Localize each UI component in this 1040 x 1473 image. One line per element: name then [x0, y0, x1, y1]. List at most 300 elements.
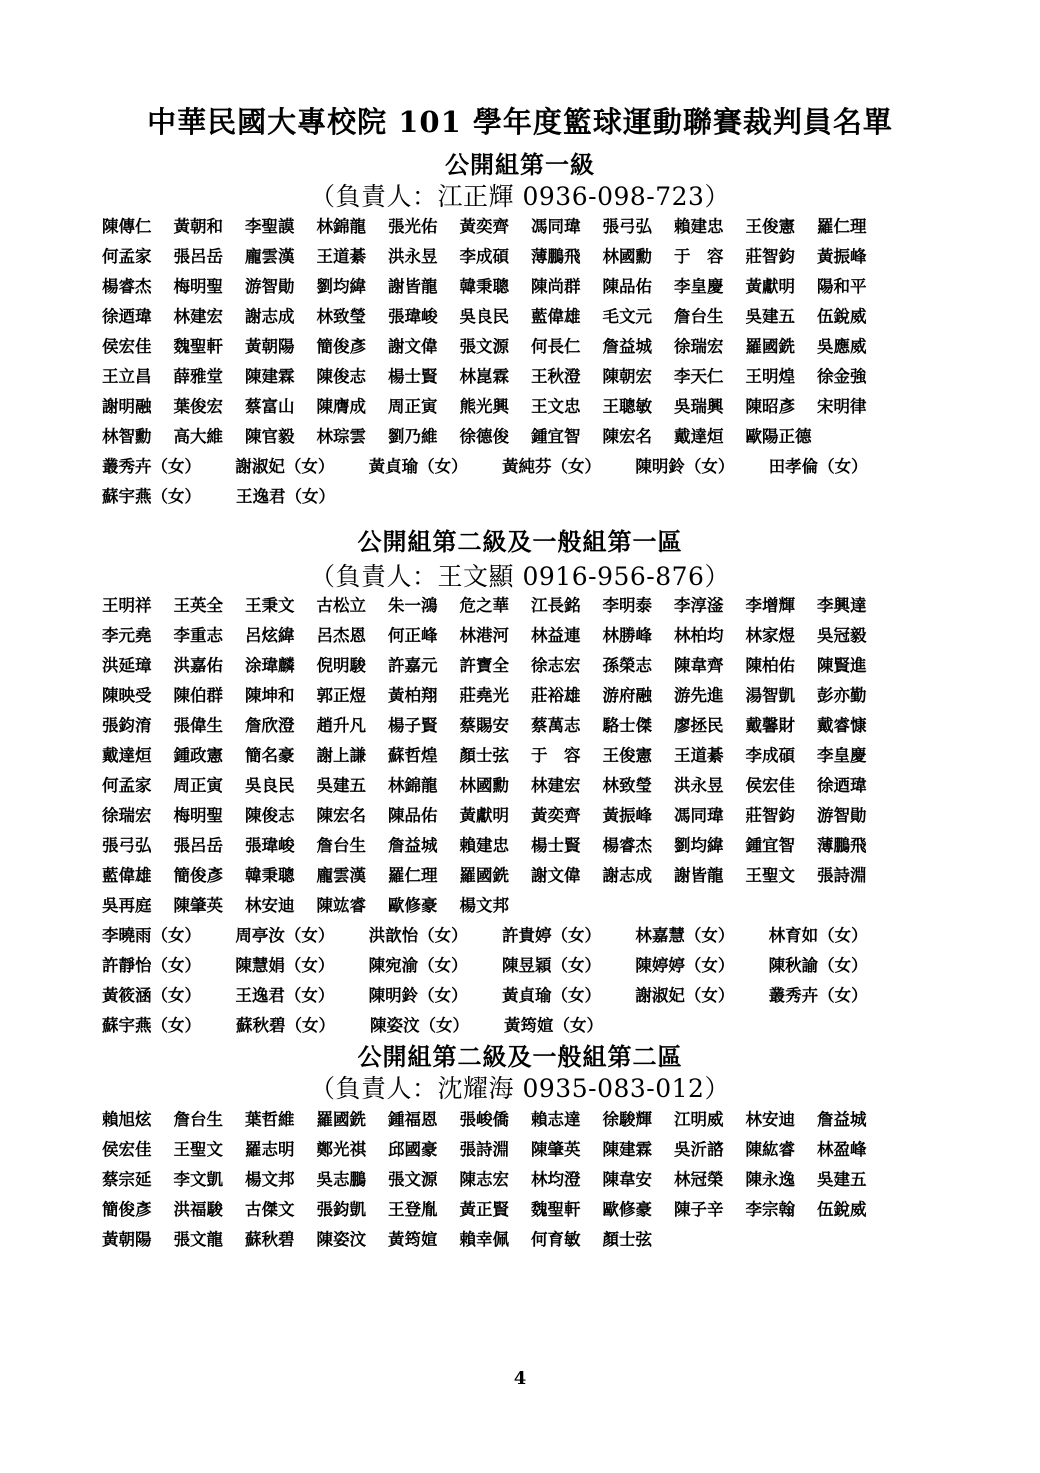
referee-name: 歐陽正德: [745, 427, 812, 446]
referee-name: 林勝峰: [602, 626, 652, 645]
referee-name: 戴達烜: [674, 427, 724, 446]
female-referee-name: 黃筱涵（女）: [102, 986, 201, 1005]
referee-name: 劉均緯: [674, 836, 724, 855]
referee-name: 蔡萬志: [531, 716, 581, 735]
section-1-manager: （負責人：江正輝 0936-098-723）: [310, 182, 730, 211]
referee-name: 游智勛: [817, 806, 867, 825]
female-referee-name: 陳姿汶（女）: [370, 1016, 469, 1035]
referee-name: 簡俊彥: [102, 1200, 152, 1219]
referee-name: 陳永逸: [745, 1170, 795, 1189]
referee-name: 熊光興: [459, 397, 509, 416]
female-referee-name: 叢秀卉（女）: [768, 986, 868, 1005]
name-row: [102, 272, 902, 302]
female-referee-name: 王逸君（女）: [235, 986, 335, 1005]
referee-name: 呂杰恩: [316, 626, 366, 645]
referee-name: 謝文偉: [531, 866, 581, 885]
referee-name: 侯宏佳: [102, 1140, 152, 1159]
name-row: [102, 422, 902, 452]
name-row: [102, 212, 902, 242]
referee-name: 楊睿杰: [102, 277, 152, 296]
referee-name: 陳肇英: [531, 1140, 581, 1159]
referee-name: 楊文邦: [245, 1170, 295, 1189]
female-referee-name: 叢秀卉（女）: [102, 457, 201, 476]
referee-name: 詹台生: [674, 307, 724, 326]
female-referee-name: 黃筠媗（女）: [504, 1016, 603, 1035]
referee-name: 李淳滏: [674, 596, 724, 615]
referee-name: 詹欣澄: [245, 716, 295, 735]
referee-name: 張峻僑: [459, 1110, 509, 1129]
referee-name: 黃朝和: [173, 217, 223, 236]
referee-name: 趙升凡: [316, 716, 366, 735]
referee-name: 詹益城: [817, 1110, 867, 1129]
referee-name: 李天仁: [674, 367, 724, 386]
name-row: [102, 861, 902, 891]
name-row: [102, 681, 902, 711]
referee-name: 彭亦勤: [817, 686, 867, 705]
referee-name: 林家煜: [745, 626, 795, 645]
referee-name: 李明泰: [602, 596, 652, 615]
referee-name: 于 容: [674, 247, 724, 266]
female-referee-name: 陳宛渝（女）: [368, 956, 468, 975]
referee-name: 伍銳威: [817, 307, 867, 326]
referee-name: 陳伯群: [173, 686, 223, 705]
referee-name: 陳膺成: [316, 397, 366, 416]
referee-name: 林建宏: [531, 776, 581, 795]
referee-name: 徐瑞宏: [674, 337, 724, 356]
referee-name: 賴志達: [531, 1110, 581, 1129]
referee-name: 陳尚群: [531, 277, 581, 296]
referee-name: 吳再庭: [102, 896, 152, 915]
referee-name: 謝志成: [245, 307, 295, 326]
referee-name: 楊士賢: [388, 367, 438, 386]
referee-name: 周正寅: [388, 397, 438, 416]
referee-name: 孫榮志: [602, 656, 652, 675]
referee-name: 洪嘉佑: [173, 656, 223, 675]
name-row: [102, 362, 902, 392]
female-name-row: [102, 452, 902, 482]
referee-name: 林琮雲: [316, 427, 366, 446]
referee-name: 林國勳: [602, 247, 652, 266]
female-referee-name: 田孝倫（女）: [768, 457, 868, 476]
referee-name: 徐金強: [817, 367, 867, 386]
female-referee-name: 陳慧娟（女）: [235, 956, 335, 975]
referee-name: 莊智鈞: [745, 247, 795, 266]
referee-name: 游智勛: [245, 277, 295, 296]
referee-name: 賴幸佩: [459, 1230, 509, 1249]
referee-name: 鍾宜智: [745, 836, 795, 855]
referee-name: 王聰敏: [602, 397, 652, 416]
referee-name: 李成碩: [459, 247, 509, 266]
referee-name: 林港河: [459, 626, 509, 645]
referee-name: 顏士弦: [602, 1230, 652, 1249]
referee-name: 吳建五: [316, 776, 366, 795]
document-title: 中華民國大專校院 101 學年度籃球運動聯賽裁判員名單: [147, 105, 893, 139]
referee-name: 王英全: [173, 596, 223, 615]
referee-name: 梅明聖: [173, 806, 223, 825]
referee-name: 陳志宏: [459, 1170, 509, 1189]
female-referee-name: 陳婷婷（女）: [635, 956, 735, 975]
referee-name: 高大維: [173, 427, 223, 446]
referee-name: 何育敏: [531, 1230, 581, 1249]
referee-name: 陳肇英: [173, 896, 223, 915]
referee-name: 林致瑩: [316, 307, 366, 326]
referee-name: 陳俊志: [316, 367, 366, 386]
referee-name: 陳柏佑: [745, 656, 795, 675]
referee-name: 謝明融: [102, 397, 152, 416]
referee-name: 伍銳威: [817, 1200, 867, 1219]
referee-name: 鍾福恩: [388, 1110, 438, 1129]
referee-name: 廖拯民: [674, 716, 724, 735]
referee-name: 王文忠: [531, 397, 581, 416]
referee-name: 王俊憲: [602, 746, 652, 765]
referee-name: 羅國銑: [459, 866, 509, 885]
referee-name: 馮同瑋: [674, 806, 724, 825]
referee-name: 謝志成: [602, 866, 652, 885]
referee-name: 陳竑睿: [316, 896, 366, 915]
female-referee-name: 林育如（女）: [768, 926, 868, 945]
referee-name: 林崑霖: [459, 367, 509, 386]
referee-name: 李元堯: [102, 626, 152, 645]
referee-name: 楊士賢: [531, 836, 581, 855]
referee-name: 葉哲維: [245, 1110, 295, 1129]
female-referee-name: 陳明鈴（女）: [635, 457, 735, 476]
referee-name: 林盈峰: [817, 1140, 867, 1159]
referee-name: 李皇慶: [674, 277, 724, 296]
referee-name: 黃正賢: [459, 1200, 509, 1219]
referee-name: 林均澄: [531, 1170, 581, 1189]
name-row: [102, 591, 902, 621]
referee-name: 王立昌: [102, 367, 152, 386]
name-row: [102, 1225, 902, 1255]
referee-name: 戴睿慷: [817, 716, 867, 735]
referee-name: 蔡賜安: [459, 716, 509, 735]
section-2-names: [102, 591, 902, 1041]
referee-name: 劉乃維: [388, 427, 438, 446]
referee-name: 王聖文: [173, 1140, 223, 1159]
referee-name: 洪延璋: [102, 656, 152, 675]
referee-name: 許寶全: [459, 656, 509, 675]
referee-name: 吳沂諮: [674, 1140, 724, 1159]
referee-name: 黃柏翔: [388, 686, 438, 705]
referee-name: 賴旭炫: [102, 1110, 152, 1129]
referee-name: 黃奕齊: [531, 806, 581, 825]
referee-name: 黃振峰: [817, 247, 867, 266]
referee-name: 陳賢進: [817, 656, 867, 675]
referee-name: 王俊憲: [745, 217, 795, 236]
section-1-names: [102, 212, 902, 512]
referee-name: 張光佑: [388, 217, 438, 236]
female-referee-name: 陳明鈴（女）: [368, 986, 468, 1005]
referee-name: 賴建忠: [674, 217, 724, 236]
referee-name: 詹台生: [316, 836, 366, 855]
referee-name: 宋明律: [817, 397, 867, 416]
referee-name: 陳朝宏: [602, 367, 652, 386]
referee-name: 吳應威: [817, 337, 867, 356]
referee-name: 張瑋峻: [245, 836, 295, 855]
referee-name: 劉均緯: [316, 277, 366, 296]
referee-name: 陳子辛: [674, 1200, 724, 1219]
referee-name: 張弓弘: [602, 217, 652, 236]
name-row: [102, 831, 902, 861]
referee-name: 陳官毅: [245, 427, 295, 446]
name-row: [102, 392, 902, 422]
referee-name: 鍾政憲: [173, 746, 223, 765]
section-1-heading: 公開組第一級: [445, 150, 595, 179]
referee-name: 蘇秋碧: [245, 1230, 295, 1249]
referee-name: 林錦龍: [388, 776, 438, 795]
referee-name: 何孟家: [102, 247, 152, 266]
referee-name: 李皇慶: [817, 746, 867, 765]
referee-name: 洪永昱: [388, 247, 438, 266]
female-referee-name: 王逸君（女）: [236, 487, 335, 506]
referee-name: 陳紘睿: [745, 1140, 795, 1159]
female-name-row: [102, 482, 902, 512]
female-referee-name: 黃貞瑜（女）: [368, 457, 468, 476]
referee-name: 楊子賢: [388, 716, 438, 735]
name-row: [102, 1195, 902, 1225]
referee-name: 吳良民: [459, 307, 509, 326]
female-referee-name: 蘇宇燕（女）: [102, 487, 201, 506]
referee-name: 張瑋峻: [388, 307, 438, 326]
referee-name: 黃朝陽: [102, 1230, 152, 1249]
referee-name: 陳韋安: [602, 1170, 652, 1189]
referee-name: 王聖文: [745, 866, 795, 885]
referee-name: 江長銘: [531, 596, 581, 615]
referee-name: 王登胤: [388, 1200, 438, 1219]
referee-name: 薛雅堂: [173, 367, 223, 386]
referee-name: 黃筠媗: [388, 1230, 438, 1249]
referee-name: 徐瑞宏: [102, 806, 152, 825]
referee-name: 龐雲漢: [245, 247, 295, 266]
referee-name: 陽和平: [817, 277, 867, 296]
referee-name: 韓秉聰: [459, 277, 509, 296]
referee-name: 蔡宗延: [102, 1170, 152, 1189]
referee-name: 王道綦: [674, 746, 724, 765]
referee-name: 陳宏名: [602, 427, 652, 446]
referee-name: 吳瑞興: [674, 397, 724, 416]
referee-name: 張詩淵: [817, 866, 867, 885]
referee-name: 楊睿杰: [602, 836, 652, 855]
referee-name: 詹益城: [388, 836, 438, 855]
name-row: [102, 1165, 902, 1195]
referee-name: 李成碩: [745, 746, 795, 765]
referee-name: 韓秉聰: [245, 866, 295, 885]
referee-name: 江明威: [674, 1110, 724, 1129]
referee-name: 楊文邦: [459, 896, 509, 915]
referee-name: 張呂岳: [173, 836, 223, 855]
section-2-manager: （負責人：王文顯 0916-956-876）: [310, 562, 730, 591]
referee-name: 吳良民: [245, 776, 295, 795]
referee-name: 戴馨財: [745, 716, 795, 735]
referee-name: 李重志: [173, 626, 223, 645]
referee-name: 王道綦: [316, 247, 366, 266]
referee-name: 莊裕雄: [531, 686, 581, 705]
referee-name: 歐修豪: [602, 1200, 652, 1219]
referee-name: 簡俊彥: [316, 337, 366, 356]
referee-name: 張文源: [459, 337, 509, 356]
referee-name: 龐雲漢: [316, 866, 366, 885]
referee-name: 謝皆龍: [674, 866, 724, 885]
female-referee-name: 蘇宇燕（女）: [102, 1016, 201, 1035]
referee-name: 黃振峰: [602, 806, 652, 825]
referee-name: 侯宏佳: [102, 337, 152, 356]
name-row: [102, 332, 902, 362]
referee-name: 游府融: [602, 686, 652, 705]
name-row: [102, 711, 902, 741]
referee-name: 徐志宏: [531, 656, 581, 675]
referee-name: 鍾宜智: [531, 427, 581, 446]
referee-name: 陳傳仁: [102, 217, 152, 236]
name-row: [102, 242, 902, 272]
referee-name: 陳映受: [102, 686, 152, 705]
female-referee-name: 陳秋諭（女）: [768, 956, 868, 975]
referee-name: 李興達: [817, 596, 867, 615]
referee-name: 詹益城: [602, 337, 652, 356]
referee-name: 鄭光祺: [316, 1140, 366, 1159]
page-number: 4: [513, 1368, 527, 1389]
female-name-row: [102, 921, 902, 951]
section-3-names: [102, 1105, 902, 1255]
name-row: [102, 1135, 902, 1165]
referee-name: 王明煌: [745, 367, 795, 386]
name-row: [102, 891, 902, 921]
referee-name: 林安迪: [245, 896, 295, 915]
female-name-row: [102, 981, 902, 1011]
referee-name: 謝文偉: [388, 337, 438, 356]
female-referee-name: 許貴婷（女）: [501, 926, 601, 945]
referee-name: 歐修豪: [388, 896, 438, 915]
referee-name: 蔡富山: [245, 397, 295, 416]
referee-name: 林柏均: [674, 626, 724, 645]
name-row: [102, 302, 902, 332]
female-referee-name: 謝淑妃（女）: [235, 457, 335, 476]
referee-name: 陳姿汶: [316, 1230, 366, 1249]
female-referee-name: 黃純芬（女）: [501, 457, 601, 476]
referee-name: 羅仁理: [388, 866, 438, 885]
female-referee-name: 陳昱穎（女）: [501, 956, 601, 975]
referee-name: 王秉文: [245, 596, 295, 615]
referee-name: 毛文元: [602, 307, 652, 326]
referee-name: 何正峰: [388, 626, 438, 645]
referee-name: 林國勳: [459, 776, 509, 795]
referee-name: 侯宏佳: [745, 776, 795, 795]
referee-name: 莊堯光: [459, 686, 509, 705]
referee-name: 莊智鈞: [745, 806, 795, 825]
referee-name: 陳品佑: [388, 806, 438, 825]
referee-name: 徐迺瑋: [102, 307, 152, 326]
name-row: [102, 651, 902, 681]
referee-name: 蘇哲煌: [388, 746, 438, 765]
referee-name: 張詩淵: [459, 1140, 509, 1159]
referee-name: 顏士弦: [459, 746, 509, 765]
referee-name: 謝皆龍: [388, 277, 438, 296]
referee-name: 李增輝: [745, 596, 795, 615]
referee-name: 吳建五: [817, 1170, 867, 1189]
referee-name: 賴建忠: [459, 836, 509, 855]
section-2-heading: 公開組第二級及一般組第一區: [357, 527, 683, 556]
referee-name: 馮同瑋: [531, 217, 581, 236]
referee-name: 呂炫緯: [245, 626, 295, 645]
referee-name: 黃奕齊: [459, 217, 509, 236]
female-referee-name: 許靜怡（女）: [102, 956, 201, 975]
referee-name: 吳志鵬: [316, 1170, 366, 1189]
section-3-manager: （負責人：沈耀海 0935-083-012）: [310, 1074, 730, 1103]
referee-name: 李宗翰: [745, 1200, 795, 1219]
female-referee-name: 洪歆怡（女）: [368, 926, 468, 945]
referee-name: 張文源: [388, 1170, 438, 1189]
referee-name: 林錦龍: [316, 217, 366, 236]
referee-name: 于 容: [531, 746, 581, 765]
referee-name: 游先進: [674, 686, 724, 705]
female-referee-name: 黃貞瑜（女）: [501, 986, 601, 1005]
referee-name: 張鈞淯: [102, 716, 152, 735]
referee-name: 葉俊宏: [173, 397, 223, 416]
referee-name: 薄鵬飛: [817, 836, 867, 855]
referee-name: 張文龍: [173, 1230, 223, 1249]
referee-name: 陳俊志: [245, 806, 295, 825]
referee-name: 林智勳: [102, 427, 152, 446]
female-referee-name: 謝淑妃（女）: [635, 986, 735, 1005]
referee-name: 陳建霖: [602, 1140, 652, 1159]
referee-name: 詹台生: [173, 1110, 223, 1129]
referee-name: 古傑文: [245, 1200, 295, 1219]
referee-name: 徐迺瑋: [817, 776, 867, 795]
referee-name: 簡俊彥: [173, 866, 223, 885]
referee-name: 羅仁理: [817, 217, 867, 236]
referee-name: 徐德俊: [459, 427, 509, 446]
referee-name: 林致瑩: [602, 776, 652, 795]
referee-name: 黃獻明: [459, 806, 509, 825]
referee-name: 張鈞凱: [316, 1200, 366, 1219]
female-name-row: [102, 951, 902, 981]
female-referee-name: 蘇秋碧（女）: [236, 1016, 335, 1035]
referee-name: 張弓弘: [102, 836, 152, 855]
name-row: [102, 801, 902, 831]
section-3-heading: 公開組第二級及一般組第二區: [357, 1042, 683, 1071]
referee-name: 陳品佑: [602, 277, 652, 296]
referee-name: 戴達烜: [102, 746, 152, 765]
referee-name: 王秋澄: [531, 367, 581, 386]
referee-name: 許嘉元: [388, 656, 438, 675]
referee-name: 洪福駿: [173, 1200, 223, 1219]
referee-name: 危之華: [459, 596, 509, 615]
female-referee-name: 周亭汝（女）: [235, 926, 335, 945]
referee-name: 邱國豪: [388, 1140, 438, 1159]
referee-name: 洪永昱: [674, 776, 724, 795]
referee-name: 周正寅: [173, 776, 223, 795]
name-row: [102, 771, 902, 801]
referee-name: 陳坤和: [245, 686, 295, 705]
referee-name: 藍偉雄: [102, 866, 152, 885]
referee-name: 黃獻明: [745, 277, 795, 296]
referee-name: 羅國銑: [745, 337, 795, 356]
referee-name: 林建宏: [173, 307, 223, 326]
referee-name: 陳昭彥: [745, 397, 795, 416]
referee-name: 湯智凱: [745, 686, 795, 705]
referee-name: 何孟家: [102, 776, 152, 795]
referee-name: 簡名豪: [245, 746, 295, 765]
referee-name: 王明祥: [102, 596, 152, 615]
referee-name: 薄鵬飛: [531, 247, 581, 266]
referee-name: 藍偉雄: [531, 307, 581, 326]
referee-name: 張呂岳: [173, 247, 223, 266]
referee-name: 何長仁: [531, 337, 581, 356]
referee-name: 梅明聖: [173, 277, 223, 296]
referee-name: 古松立: [316, 596, 366, 615]
referee-name: 羅國銑: [316, 1110, 366, 1129]
referee-name: 吳冠毅: [817, 626, 867, 645]
name-row: [102, 621, 902, 651]
